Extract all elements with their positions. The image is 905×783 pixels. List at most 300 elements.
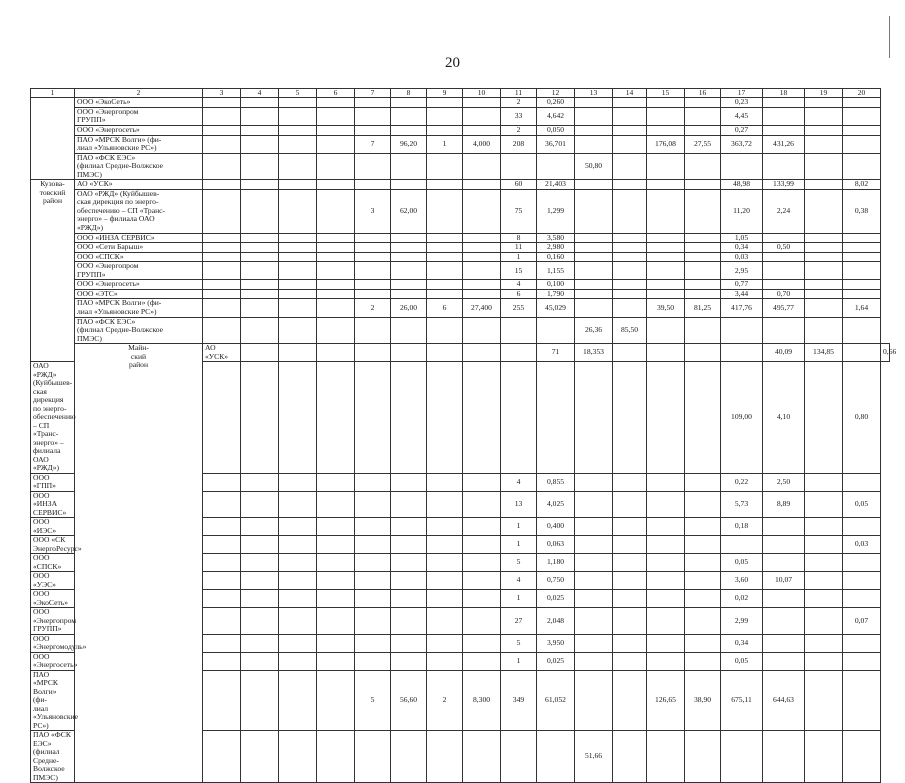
value-cell-col-6 (317, 252, 355, 262)
value-cell-col-5 (279, 98, 317, 108)
organization-name-line: (филиал Средне-Волжское (77, 161, 164, 171)
value-cell-col-9 (427, 362, 463, 474)
value-cell-col-5 (279, 670, 317, 731)
value-cell-col-4 (241, 299, 279, 317)
value-cell-col-11: 2 (501, 98, 537, 108)
data-table (30, 88, 897, 783)
value-cell-col-3 (203, 189, 241, 233)
organization-name-line: ская дирекция по энерго- (77, 197, 159, 207)
value-cell-col-12: 4,642 (537, 107, 575, 125)
page-number: 20 (445, 55, 460, 71)
value-cell-col-9 (463, 344, 501, 362)
value-cell-col-19 (805, 590, 843, 608)
value-cell-col-20 (843, 107, 881, 125)
value-cell-col-13 (575, 126, 613, 136)
value-cell-col-4 (241, 98, 279, 108)
value-cell-col-10 (463, 289, 501, 299)
value-cell-col-10 (463, 252, 501, 262)
value-cell-col-3 (203, 518, 241, 536)
value-cell-col-18: 0,70 (763, 289, 805, 299)
value-cell-col-16 (685, 189, 721, 233)
value-cell-col-12: 0,260 (537, 98, 575, 108)
value-cell-col-16 (685, 107, 721, 125)
value-cell-col-6 (317, 280, 355, 290)
value-cell-col-16 (685, 652, 721, 670)
value-cell-col-16 (685, 362, 721, 474)
value-cell-col-17: 5,73 (721, 491, 763, 518)
value-cell-col-6 (317, 135, 355, 153)
value-cell-col-20 (843, 518, 881, 536)
value-cell-col-15 (647, 731, 685, 783)
value-cell-col-6 (317, 107, 355, 125)
value-cell-col-12: 3,580 (537, 233, 575, 243)
value-cell-col-10 (463, 652, 501, 670)
organization-name-line: ООО «ИНЗА СЕРВИС» (33, 490, 67, 517)
organization-name-line: ООО «СПСК» (77, 251, 124, 261)
value-cell-col-17: 0,77 (721, 280, 763, 290)
value-cell-col-8 (391, 107, 427, 125)
value-cell-col-8 (391, 126, 427, 136)
column-number-13: 13 (575, 89, 613, 98)
value-cell-col-7 (355, 491, 391, 518)
value-cell-col-4 (241, 652, 279, 670)
organization-name-line: ООО «ЭТС» (77, 288, 118, 298)
value-cell-col-7 (355, 252, 391, 262)
value-cell-col-5 (279, 362, 317, 474)
organization-name-line: ская дирекция по энерго- (33, 386, 67, 413)
value-cell-col-14 (613, 289, 647, 299)
value-cell-col-10: 8,300 (463, 670, 501, 731)
value-cell-col-11: 4 (501, 280, 537, 290)
value-cell-col-15 (647, 518, 685, 536)
value-cell-col-10 (463, 98, 501, 108)
value-cell-col-16 (685, 731, 721, 783)
value-cell-col-12: 21,403 (537, 180, 575, 190)
value-cell-col-17: 0,18 (721, 518, 763, 536)
value-cell-col-20 (843, 670, 881, 731)
value-cell-col-6 (317, 180, 355, 190)
value-cell-col-4 (241, 289, 279, 299)
value-cell-col-17: 11,20 (721, 189, 763, 233)
value-cell-col-11: 1 (501, 536, 537, 554)
column-number-4: 4 (241, 89, 279, 98)
value-cell-col-4 (241, 554, 279, 572)
value-cell-col-17: 48,98 (721, 180, 763, 190)
value-cell-col-5 (279, 572, 317, 590)
value-cell-col-3 (203, 180, 241, 190)
value-cell-col-17: 675,11 (721, 670, 763, 731)
value-cell-col-12 (537, 317, 575, 344)
value-cell-col-19 (805, 317, 843, 344)
value-cell-col-14 (613, 590, 647, 608)
value-cell-col-13 (575, 473, 613, 491)
district-name-line: Кузова- (40, 179, 65, 189)
organization-name-line: ОАО «РЖД» (Куйбышев- (77, 188, 160, 198)
organization-name-line: ООО «УЭС» (33, 571, 56, 589)
value-cell-col-7 (355, 317, 391, 344)
value-cell-col-16 (685, 126, 721, 136)
organization-cell (31, 491, 75, 518)
value-cell-col-3 (203, 98, 241, 108)
value-cell-col-6 (317, 289, 355, 299)
value-cell-col-14 (613, 536, 647, 554)
value-cell-col-6 (317, 590, 355, 608)
value-cell-col-16 (685, 518, 721, 536)
value-cell-col-12: 45,029 (537, 299, 575, 317)
value-cell-col-11: 1 (501, 252, 537, 262)
value-cell-col-5 (279, 126, 317, 136)
value-cell-col-13 (575, 554, 613, 572)
value-cell-col-4 (241, 243, 279, 253)
value-cell-col-5 (279, 243, 317, 253)
organization-name-line: ООО «Энергосеть» (77, 279, 140, 289)
value-cell-col-4 (241, 153, 279, 180)
value-cell-col-17 (721, 317, 763, 344)
value-cell-col-20 (843, 98, 881, 108)
value-cell-col-18: 495,77 (763, 299, 805, 317)
organization-name-line: «РЖД») (33, 463, 60, 473)
value-cell-col-9 (427, 189, 463, 233)
value-cell-col-19 (805, 262, 843, 280)
value-cell-col-9 (427, 289, 463, 299)
value-cell-col-10 (463, 572, 501, 590)
value-cell-col-13 (575, 289, 613, 299)
value-cell-col-16 (685, 608, 721, 635)
value-cell-col-16: 27,55 (685, 135, 721, 153)
value-cell-col-5 (279, 491, 317, 518)
value-cell-col-12: 0,025 (537, 590, 575, 608)
value-cell-col-5 (279, 107, 317, 125)
organization-name-line: ГРУПП» (77, 115, 106, 125)
table-row (31, 180, 890, 190)
value-cell-col-11: 13 (501, 491, 537, 518)
organization-cell (31, 554, 75, 572)
value-cell-col-20 (843, 153, 881, 180)
value-cell-col-13 (575, 634, 613, 652)
value-cell-col-14 (613, 126, 647, 136)
value-cell-col-16 (685, 317, 721, 344)
value-cell-col-19 (805, 572, 843, 590)
organization-name-line: лиал «Ульяновские РС») (33, 703, 78, 730)
value-cell-col-11: 4 (501, 572, 537, 590)
value-cell-col-7: 5 (355, 670, 391, 731)
value-cell-col-4 (241, 731, 279, 783)
value-cell-col-8 (427, 344, 463, 362)
value-cell-col-15 (647, 554, 685, 572)
value-cell-col-20: 0,07 (843, 608, 881, 635)
value-cell-col-15 (647, 289, 685, 299)
value-cell-col-9: 6 (427, 299, 463, 317)
value-cell-col-10 (463, 473, 501, 491)
value-cell-col-19 (805, 252, 843, 262)
value-cell-col-6 (317, 731, 355, 783)
value-cell-col-4 (241, 491, 279, 518)
value-cell-col-14 (613, 518, 647, 536)
value-cell-col-15 (647, 317, 685, 344)
value-cell-col-9 (427, 731, 463, 783)
value-cell-col-10 (463, 491, 501, 518)
value-cell-col-4 (241, 107, 279, 125)
value-cell-col-14 (613, 491, 647, 518)
value-cell-col-12: 0,750 (537, 572, 575, 590)
value-cell-col-15 (647, 590, 685, 608)
table-row (31, 252, 890, 262)
value-cell-col-3 (203, 243, 241, 253)
value-cell-col-11 (501, 731, 537, 783)
value-cell-col-10 (463, 233, 501, 243)
organization-cell (31, 518, 75, 536)
value-cell-col-12: 1,155 (537, 262, 575, 280)
value-cell-col-17: 0,03 (721, 252, 763, 262)
value-cell-col-4 (241, 536, 279, 554)
value-cell-col-17: 3,44 (721, 289, 763, 299)
value-cell-col-18: 431,26 (763, 135, 805, 153)
organization-cell (75, 153, 203, 180)
column-number-7: 7 (355, 89, 391, 98)
value-cell-col-18 (763, 536, 805, 554)
district-cell (31, 180, 75, 362)
value-cell-col-14 (613, 243, 647, 253)
value-cell-col-15 (647, 634, 685, 652)
value-cell-col-17: 0,05 (721, 554, 763, 572)
value-cell-col-6 (317, 473, 355, 491)
column-number-20: 20 (843, 89, 881, 98)
value-cell-col-6 (317, 491, 355, 518)
value-cell-col-10 (463, 180, 501, 190)
value-cell-col-8 (391, 536, 427, 554)
value-cell-col-20 (843, 135, 881, 153)
value-cell-col-10 (463, 590, 501, 608)
value-cell-col-20: 0,80 (843, 362, 881, 474)
value-cell-col-14 (613, 634, 647, 652)
value-cell-col-10 (463, 243, 501, 253)
value-cell-col-18: 10,07 (763, 572, 805, 590)
value-cell-col-6 (317, 189, 355, 233)
value-cell-col-8 (391, 362, 427, 474)
value-cell-col-17: 0,27 (721, 126, 763, 136)
value-cell-col-14 (613, 608, 647, 635)
value-cell-col-17: 0,34 (721, 634, 763, 652)
value-cell-col-7 (355, 126, 391, 136)
value-cell-col-19 (805, 280, 843, 290)
table-row (31, 135, 890, 153)
column-number-11: 11 (501, 89, 537, 98)
value-cell-col-9 (427, 262, 463, 280)
value-cell-col-15 (685, 344, 721, 362)
value-cell-col-11: 60 (501, 180, 537, 190)
value-cell-col-13 (575, 98, 613, 108)
column-number-12: 12 (537, 89, 575, 98)
value-cell-col-16 (685, 243, 721, 253)
value-cell-col-10: 27,400 (463, 299, 501, 317)
value-cell-col-16 (685, 280, 721, 290)
organization-cell (75, 243, 203, 253)
value-cell-col-18: 644,63 (763, 670, 805, 731)
margin-rule (889, 16, 890, 58)
value-cell-col-20: 0,05 (843, 491, 881, 518)
district-cell (75, 344, 203, 783)
value-cell-col-13 (575, 518, 613, 536)
value-cell-col-5 (279, 180, 317, 190)
value-cell-col-13 (575, 536, 613, 554)
value-cell-col-6 (317, 362, 355, 474)
value-cell-col-4 (241, 608, 279, 635)
value-cell-col-3 (203, 652, 241, 670)
value-cell-col-8: 96,20 (391, 135, 427, 153)
value-cell-col-7 (355, 233, 391, 243)
value-cell-col-12: 2,980 (537, 243, 575, 253)
value-cell-col-15 (647, 153, 685, 180)
district-name-line: товский (39, 187, 66, 197)
value-cell-col-9 (427, 243, 463, 253)
value-cell-col-3 (203, 289, 241, 299)
column-number-10: 10 (463, 89, 501, 98)
value-cell-col-3 (203, 317, 241, 344)
table-row (31, 126, 890, 136)
organization-name-line: ПМЭС) (77, 333, 102, 343)
value-cell-col-15 (647, 126, 685, 136)
value-cell-col-13 (575, 491, 613, 518)
value-cell-col-20 (843, 252, 881, 262)
organization-name-line: (филиал Средне-Волжское (33, 747, 65, 774)
value-cell-col-11: 208 (501, 135, 537, 153)
value-cell-col-8: 26,00 (391, 299, 427, 317)
value-cell-col-9 (427, 98, 463, 108)
value-cell-col-17 (721, 536, 763, 554)
organization-name-line: ПАО «МРСК Волги» (фи- (33, 669, 58, 705)
column-number-9: 9 (427, 89, 463, 98)
value-cell-col-19 (805, 243, 843, 253)
value-cell-col-19 (805, 608, 843, 635)
value-cell-col-9 (427, 608, 463, 635)
table-row (31, 243, 890, 253)
value-cell-col-8 (391, 317, 427, 344)
value-cell-col-6 (317, 608, 355, 635)
value-cell-col-7 (355, 153, 391, 180)
value-cell-col-18 (763, 608, 805, 635)
value-cell-col-4 (241, 262, 279, 280)
value-cell-col-5 (279, 652, 317, 670)
organization-name-line: энерго» – филиала ОАО (77, 214, 155, 224)
value-cell-col-9 (427, 473, 463, 491)
value-cell-col-14 (613, 107, 647, 125)
value-cell-col-4 (241, 590, 279, 608)
organization-name-line: ООО «Энергосеть» (33, 651, 78, 670)
value-cell-col-11: 5 (501, 634, 537, 652)
value-cell-col-19 (805, 731, 843, 783)
value-cell-col-10 (463, 362, 501, 474)
value-cell-col-11 (501, 153, 537, 180)
value-cell-col-16 (685, 634, 721, 652)
table-row (31, 107, 890, 125)
value-cell-col-13 (575, 280, 613, 290)
organization-name-line: ПАО «ФСК ЕЭС» (33, 730, 71, 748)
organization-cell (75, 317, 203, 344)
organization-name-line: АО «УСК» (77, 179, 113, 189)
organization-name-line: ООО «ЭкоСеть» (33, 589, 69, 607)
value-cell-col-19 (805, 180, 843, 190)
value-cell-col-5 (279, 608, 317, 635)
value-cell-col-14 (613, 554, 647, 572)
value-cell-col-10 (463, 536, 501, 554)
value-cell-col-11 (501, 317, 537, 344)
value-cell-col-5 (279, 135, 317, 153)
district-name-line: ский (130, 351, 147, 361)
value-cell-col-20 (843, 634, 881, 652)
organization-cell (75, 180, 203, 190)
value-cell-col-11: 2 (501, 126, 537, 136)
organization-name-line: ГРУПП» (77, 269, 106, 279)
value-cell-col-9 (427, 252, 463, 262)
value-cell-col-13 (575, 670, 613, 731)
value-cell-col-7 (355, 572, 391, 590)
table-row (31, 344, 890, 362)
value-cell-col-5 (279, 518, 317, 536)
value-cell-col-10: 4,000 (463, 135, 501, 153)
value-cell-col-8 (391, 634, 427, 652)
value-cell-col-20: 0,38 (843, 189, 881, 233)
organization-name-line: обеспечению – СП «Транс- (33, 412, 76, 439)
value-cell-col-11: 1 (501, 590, 537, 608)
value-cell-col-18 (763, 634, 805, 652)
value-cell-col-4 (241, 135, 279, 153)
organization-cell (31, 572, 75, 590)
value-cell-col-5 (279, 262, 317, 280)
value-cell-col-19 (805, 473, 843, 491)
value-cell-col-16 (685, 98, 721, 108)
column-number-8: 8 (391, 89, 427, 98)
value-cell-col-5 (279, 473, 317, 491)
value-cell-col-5 (279, 590, 317, 608)
value-cell-col-13 (575, 262, 613, 280)
value-cell-col-14 (613, 362, 647, 474)
value-cell-col-18 (763, 252, 805, 262)
organization-cell (31, 362, 75, 474)
value-cell-col-7 (355, 634, 391, 652)
organization-cell (75, 98, 203, 108)
value-cell-col-5 (279, 280, 317, 290)
value-cell-col-14 (613, 189, 647, 233)
value-cell-col-5 (279, 634, 317, 652)
column-number-1: 1 (31, 89, 75, 98)
value-cell-col-5 (279, 554, 317, 572)
table-row (31, 153, 890, 180)
value-cell-col-9 (427, 180, 463, 190)
value-cell-col-16: 81,25 (685, 299, 721, 317)
table-row (31, 262, 890, 280)
value-cell-col-13 (613, 344, 647, 362)
value-cell-col-11: 6 (501, 289, 537, 299)
organization-name-line: ПМЭС) (77, 169, 102, 179)
value-cell-col-16 (685, 289, 721, 299)
value-cell-col-11: 71 (537, 344, 575, 362)
organization-name-line: «РЖД») (77, 222, 104, 232)
value-cell-col-15 (647, 572, 685, 590)
value-cell-col-11 (501, 362, 537, 474)
value-cell-col-14 (613, 262, 647, 280)
organization-name-line: ООО «Энергомодуль» (33, 633, 87, 652)
value-cell-col-5 (279, 731, 317, 783)
column-number-16: 16 (685, 89, 721, 98)
value-cell-col-15 (647, 107, 685, 125)
value-cell-col-3 (241, 344, 279, 362)
value-cell-col-17: 363,72 (721, 135, 763, 153)
value-cell-col-10 (463, 153, 501, 180)
value-cell-col-19 (805, 536, 843, 554)
value-cell-col-17: 0,34 (721, 243, 763, 253)
value-cell-col-7 (355, 180, 391, 190)
value-cell-col-19 (805, 652, 843, 670)
